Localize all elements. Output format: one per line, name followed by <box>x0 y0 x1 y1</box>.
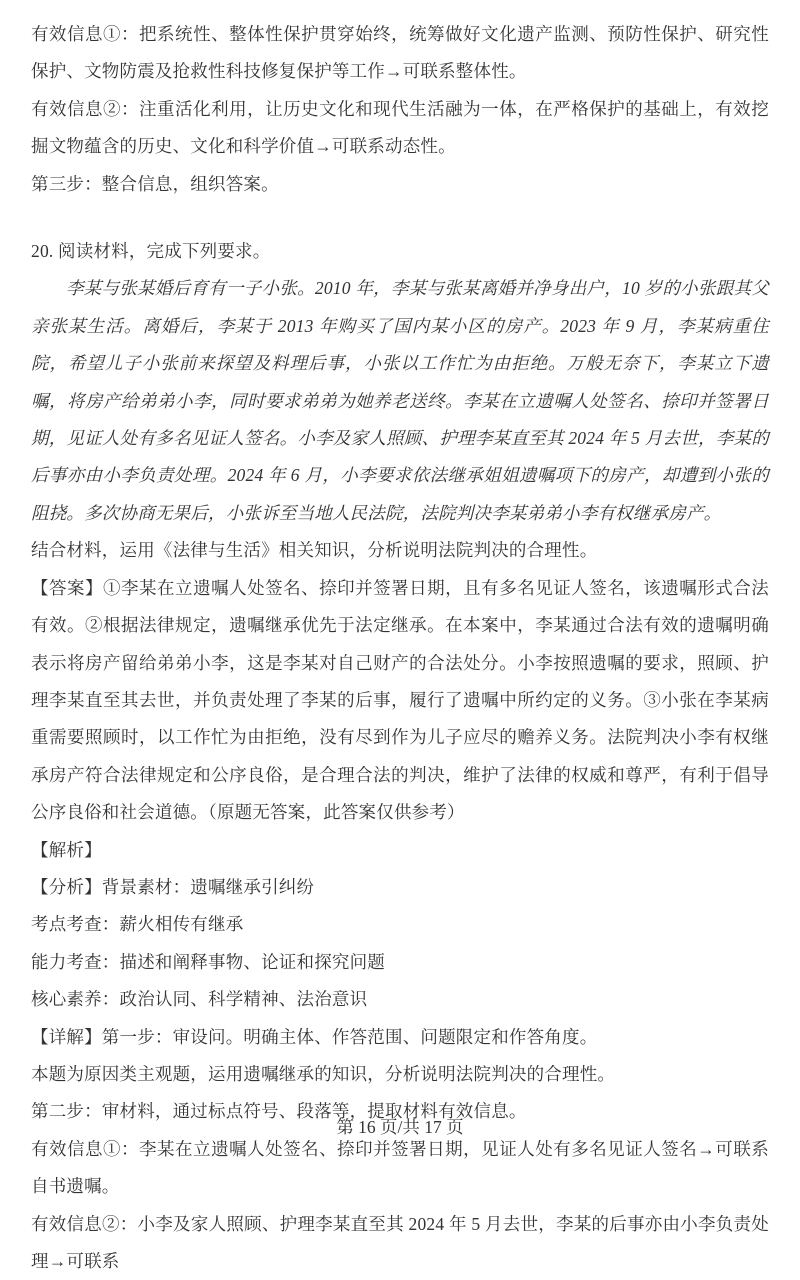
detail-effective-info-1: 有效信息①：李某在立遗嘱人处签名、捺印并签署日期，见证人处有多名见证人签名→可联系自书遗嘱。 <box>31 1138 769 1197</box>
effective-info-2-prev-question: 有效信息②：注重活化利用，让历史文化和现代生活融为一体，在严格保护的基础上，有效挖掘文物蕴含的历史、文化和科学价值→可联系动态性。 <box>31 98 769 157</box>
analysis-background: 【分析】背景素材：遗嘱继承引纠纷 <box>31 876 315 897</box>
step-3-prev-question: 第三步：整合信息，组织答案。 <box>31 173 279 194</box>
effective-info-1-prev-question: 有效信息①：把系统性、整体性保护贯穿始终，统筹做好文化遗产监测、预防性保护、研究性保护、文物防震及抢救性科技修复保护等工作→可联系整体性。 <box>31 24 769 82</box>
question-20-task: 结合材料，运用《法律与生活》相关知识，分析说明法院判决的合理性。 <box>31 540 598 561</box>
analysis-exam-point: 考点考查：薪火相传有继承 <box>31 914 244 935</box>
page-number-footer: 第 16 页/共 17 页 <box>336 1117 464 1137</box>
analysis-core-literacy: 核心素养：政治认同、科学精神、法治意识 <box>31 989 368 1010</box>
question-20-material: 李某与张某婚后育有一子小张。2010 年，李某与张某离婚并净身出户，10 岁的小张跟其父亲张某生活。离婚后，李某于 2013 年购买了国内某小区的房产。2023 年 9 月，李某病重住院，希望儿子小张前来探望及料理后事，小张以工作忙为由拒绝。万般无奈下，李某立下遗嘱，将房产给弟弟小李，同时要求弟弟为她养老送终。李某在立遗嘱人处签名、捺印并签署日期，见证人处有多名见证人签名。小李及家人照顾、护理李某直至其 2024 年 5 月去世，李某的后事亦由小李负责处理。2024 年 6 月，小李要求依法继承姐姐遗嘱项下的房产，却遭到小张的阻挠。多次协商无果后，小张诉至当地人民法院，法院判决李某弟弟小李有权继承房产。 <box>31 278 769 523</box>
detail-step-1-note: 本题为原因类主观题，运用遗嘱继承的知识，分析说明法院判决的合理性。 <box>31 1063 616 1084</box>
analysis-heading: 【解析】 <box>31 839 102 860</box>
analysis-ability: 能力考查：描述和阐释事物、论证和探究问题 <box>31 951 385 972</box>
detail-step-1: 【详解】第一步：审设问。明确主体、作答范围、问题限定和作答角度。 <box>31 1026 598 1047</box>
detail-step-2: 第二步：审材料，通过标点符号、段落等，提取材料有效信息。 <box>31 1101 527 1122</box>
detail-effective-info-2: 有效信息②：小李及家人照顾、护理李某直至其 2024 年 5 月去世，李某的后事亦由小李负责处理→可联系 <box>31 1213 769 1271</box>
question-20-heading: 20. 阅读材料，完成下列要求。 <box>31 241 271 262</box>
document-body <box>31 16 769 1280</box>
answer: 【答案】①李某在立遗嘱人处签名、捺印并签署日期，且有多名见证人签名，该遗嘱形式合法有效。②根据法律规定，遗嘱继承优先于法定继承。在本案中，李某通过合法有效的遗嘱明确表示将房产留给弟弟小李，这是李某对自己财产的合法处分。小李按照遗嘱的要求，照顾、护理李某直至其去世，并负责处理了李某的后事，履行了遗嘱中所约定的义务。③小张在李某病重需要照顾时，以工作忙为由拒绝，没有尽到作为儿子应尽的赡养义务。法院判决小李有权继承房产符合法律规定和公序良俗，是合理合法的判决，维护了法律的权威和尊严，有利于倡导公序良俗和社会道德。（原题无答案，此答案仅供参考） <box>31 577 769 823</box>
